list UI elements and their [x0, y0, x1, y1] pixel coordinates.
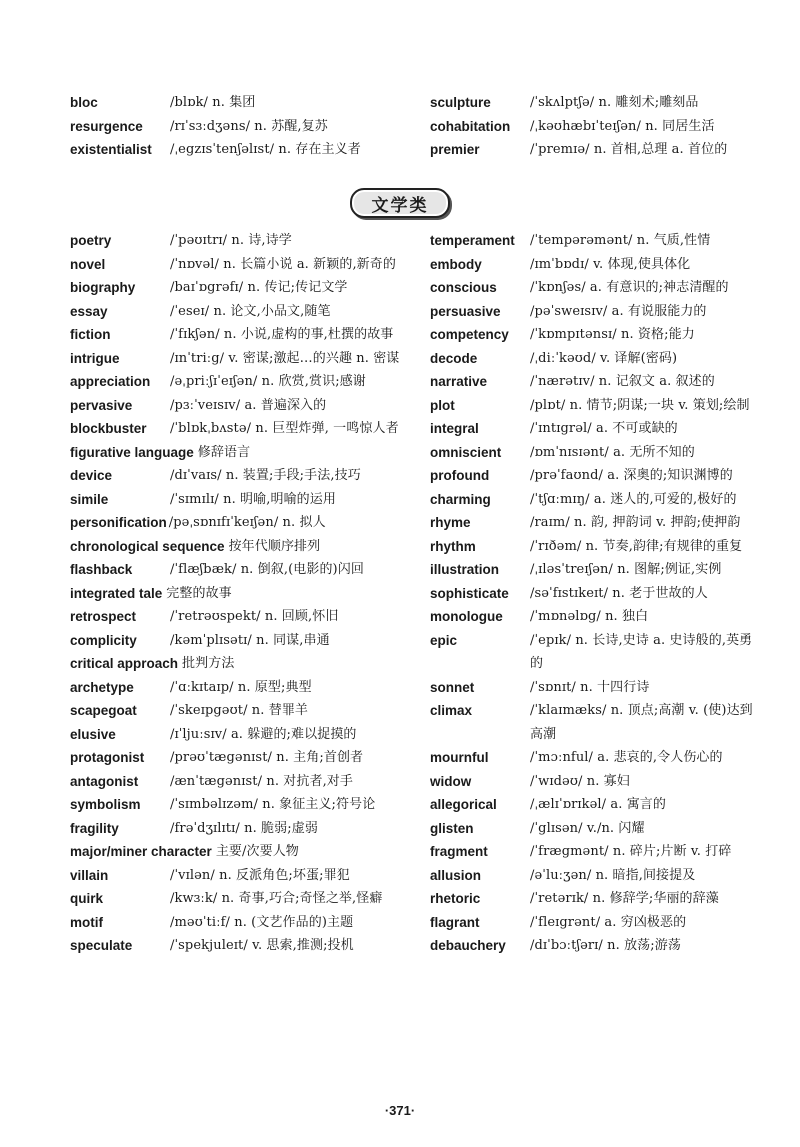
vocab-word: charming: [430, 491, 491, 507]
vocab-entry: [430, 793, 760, 817]
vocab-word: glisten: [430, 820, 474, 836]
vocab-word: novel: [70, 256, 106, 272]
vocab-entry: [430, 91, 760, 115]
vocab-entry: [430, 746, 760, 770]
vocab-entry: [70, 511, 410, 535]
vocab-word: motif: [70, 914, 103, 930]
vocab-definition: /məʊˈtiːf/ n. (文艺作品的)主题: [170, 914, 354, 930]
vocab-definition: /ˈretərɪk/ n. 修辞学;华丽的辞藻: [530, 891, 719, 906]
vocab-definition: /ˈtʃɑːmɪŋ/ a. 迷人的,可爱的,极好的: [530, 491, 737, 507]
vocab-word: integral: [430, 421, 479, 436]
vocab-word: complicity: [70, 632, 137, 648]
vocab-word: rhetoric: [430, 891, 481, 906]
vocab-definition: /əˌpriːʃɪˈeɪʃən/ n. 欣赏,赏识;感谢: [170, 374, 366, 389]
vocab-word: antagonist: [70, 773, 139, 789]
vocab-definition: /pɜːˈveɪsɪv/ a. 普遍深入的: [170, 397, 327, 413]
vocab-word: premier: [430, 142, 480, 157]
vocab-word: critical approach: [70, 656, 179, 671]
vocab-definition: /ˌælɪˈɒrɪkəl/ a. 寓言的: [530, 797, 667, 812]
vocab-word: simile: [70, 491, 109, 507]
vocab-word: embody: [430, 256, 482, 272]
vocab-entry: [430, 840, 760, 864]
vocab-entry: [430, 370, 760, 394]
vocab-word: essay: [70, 303, 108, 319]
vocab-definition: /ˈvɪlən/ n. 反派角色;坏蛋;罪犯: [170, 867, 350, 883]
vocab-entry: [430, 817, 760, 841]
vocab-definition: /ˈklaɪmæks/ n. 顶点;高潮 v. (使)达到高潮: [530, 703, 753, 742]
vocab-word: profound: [430, 468, 490, 483]
vocab-word: protagonist: [70, 750, 145, 765]
vocab-definition: /ˈkɒmpɪtənsɪ/ n. 资格;能力: [530, 327, 695, 342]
vocab-entry: [430, 511, 760, 535]
vocab-definition: /ˈskʌlptʃə/ n. 雕刻术;雕刻品: [530, 95, 699, 110]
vocab-definition: /ˈblɒkˌbʌstə/ n. 巨型炸弹, 一鸣惊人者: [170, 421, 399, 436]
vocab-entry: [70, 676, 410, 700]
vocab-definition: /ˈfleɪgrənt/ a. 穷凶极恶的: [530, 914, 687, 930]
vocab-word: intrigue: [70, 350, 120, 366]
vocab-definition: /prəˈfaʊnd/ a. 深奥的;知识渊博的: [530, 468, 733, 483]
top-left-column: [70, 91, 410, 162]
right-vocab-column: [430, 229, 760, 958]
vocab-word: device: [70, 468, 113, 483]
vocab-word: fiction: [70, 327, 111, 342]
vocab-definition: /ænˈtægənɪst/ n. 对抗者,对手: [170, 773, 354, 789]
vocab-word: fragment: [430, 844, 488, 859]
vocab-definition: /ɪmˈbɒdɪ/ v. 体现,使具体化: [530, 256, 691, 272]
vocab-entry: [70, 138, 410, 162]
vocab-entry: [70, 323, 410, 347]
vocab-entry: [70, 115, 410, 139]
vocab-word: scapegoat: [70, 703, 137, 718]
vocab-entry: [430, 934, 760, 958]
vocab-word: flagrant: [430, 914, 480, 930]
vocab-word: climax: [430, 703, 473, 718]
vocab-entry: [430, 417, 760, 441]
vocab-entry: [70, 840, 410, 864]
vocab-definition: /ˌdiːˈkəʊd/ v. 译解(密码): [530, 350, 678, 366]
vocab-definition: /ˈretrəʊspekt/ n. 回顾,怀旧: [170, 609, 339, 624]
vocab-entry: [70, 229, 410, 253]
vocab-entry: [70, 817, 410, 841]
vocab-definition: /ˈmɒnəlɒg/ n. 独白: [530, 609, 649, 624]
vocab-entry: [70, 605, 410, 629]
vocab-word: cohabitation: [430, 118, 511, 134]
vocab-word: sonnet: [430, 679, 475, 695]
vocab-definition: /ɪnˈtriːg/ v. 密谋;激起…的兴趣 n. 密谋: [170, 350, 400, 366]
vocab-entry: [70, 911, 410, 935]
vocab-definition: /kwɜːk/ n. 奇事,巧合;奇怪之举,怪癖: [170, 891, 383, 906]
vocab-definition: /ˈnærətɪv/ n. 记叙文 a. 叙述的: [530, 374, 715, 389]
vocab-word: decode: [430, 350, 478, 366]
vocab-entry: [70, 535, 410, 559]
vocab-definition: /səˈfɪstɪkeɪt/ n. 老于世故的人: [530, 585, 708, 601]
vocab-entry: [70, 699, 410, 723]
vocab-definition: /ˈskeɪpgəʊt/ n. 替罪羊: [170, 703, 309, 718]
vocab-word: pervasive: [70, 397, 133, 413]
vocab-entry: [430, 558, 760, 582]
vocab-definition: /ˈpəʊɪtrɪ/ n. 诗,诗学: [170, 233, 292, 248]
vocab-word: fragility: [70, 820, 119, 836]
vocab-definition: /ˈfrægmənt/ n. 碎片;片断 v. 打碎: [530, 844, 732, 859]
vocab-entry: [70, 582, 410, 606]
vocab-word: monologue: [430, 609, 503, 624]
vocab-definition: 批判方法: [182, 656, 235, 671]
vocab-definition: /ˈsɪmɪlɪ/ n. 明喻,明喻的运用: [170, 491, 336, 507]
vocab-entry: [430, 582, 760, 606]
top-right-column: [430, 91, 760, 162]
vocab-entry: [430, 535, 760, 559]
vocab-word: omniscient: [430, 444, 502, 460]
vocab-entry: [430, 394, 760, 418]
vocab-definition: /ˈwɪdəʊ/ n. 寡妇: [530, 773, 630, 789]
vocab-definition: /ˈɑːkɪtaɪp/ n. 原型;典型: [170, 679, 312, 695]
vocab-definition: /ˈeseɪ/ n. 论文,小品文,随笔: [170, 303, 331, 319]
vocab-definition: /ˈfɪkʃən/ n. 小说,虚构的事,杜撰的故事: [170, 327, 394, 342]
vocab-definition: 完整的故事: [166, 585, 232, 601]
vocab-definition: 主要/次要人物: [215, 844, 299, 859]
vocab-word: speculate: [70, 938, 133, 953]
vocab-entry: [430, 464, 760, 488]
vocab-definition: /ˈtempərəmənt/ n. 气质,性情: [530, 233, 711, 248]
vocab-word: epic: [430, 632, 458, 648]
vocab-definition: /ˈflæʃbæk/ n. 倒叙,(电影的)闪回: [170, 562, 364, 577]
vocab-entry: [70, 91, 410, 115]
vocab-word: blockbuster: [70, 421, 147, 436]
vocab-entry: [70, 629, 410, 653]
vocab-definition: /ˈnɒvəl/ n. 长篇小说 a. 新颖的,新奇的: [170, 256, 396, 272]
vocab-definition: /pəˈsweɪsɪv/ a. 有说服能力的: [530, 303, 707, 319]
vocab-word: archetype: [70, 679, 134, 695]
vocab-word: plot: [430, 397, 455, 413]
vocab-entry: [430, 676, 760, 700]
vocab-definition: /rɪˈsɜːdʒəns/ n. 苏醒,复苏: [170, 118, 328, 134]
vocab-word: mournful: [430, 750, 489, 765]
vocab-entry: [70, 793, 410, 817]
vocab-entry: [70, 887, 410, 911]
vocab-word: existentialist: [70, 142, 152, 157]
vocab-entry: [430, 488, 760, 512]
vocab-entry: [70, 417, 410, 441]
vocab-definition: /ˈkɒnʃəs/ a. 有意识的;神志清醒的: [530, 280, 729, 295]
vocab-definition: /blɒk/ n. 集团: [170, 95, 256, 110]
page-number: ·371·: [384, 1103, 416, 1118]
vocab-entry: [430, 253, 760, 277]
vocab-word: chronological sequence: [70, 538, 225, 554]
vocab-word: competency: [430, 327, 509, 342]
vocab-definition: /ˈpremɪə/ n. 首相,总理 a. 首位的: [530, 142, 728, 157]
vocab-entry: [430, 770, 760, 794]
vocab-definition: /ˈrɪðəm/ n. 节奏,韵律;有规律的重复: [530, 538, 743, 554]
vocab-entry: [430, 699, 760, 746]
vocab-entry: [70, 723, 410, 747]
vocab-word: flashback: [70, 562, 133, 577]
vocab-definition: /dɪˈvaɪs/ n. 装置;手段;手法,技巧: [170, 468, 361, 483]
vocab-word: biography: [70, 280, 136, 295]
vocab-word: personification: [70, 515, 167, 530]
vocab-word: poetry: [70, 233, 112, 248]
vocab-word: figurative language: [70, 444, 194, 460]
vocab-entry: [70, 770, 410, 794]
vocab-word: sophisticate: [430, 585, 509, 601]
vocab-word: villain: [70, 867, 109, 883]
vocab-entry: [70, 746, 410, 770]
vocab-definition: /ˌegzɪsˈtenʃəlɪst/ n. 存在主义者: [170, 142, 361, 157]
vocab-word: retrospect: [70, 609, 137, 624]
vocab-word: allegorical: [430, 797, 497, 812]
vocab-definition: 修辞语言: [197, 444, 251, 460]
vocab-definition: /plɒt/ n. 情节;阴谋;一块 v. 策划;绘制: [530, 397, 750, 413]
vocab-word: widow: [430, 773, 472, 789]
vocab-word: narrative: [430, 374, 488, 389]
vocab-definition: /baɪˈɒgrəfɪ/ n. 传记;传记文学: [170, 280, 348, 295]
vocab-definition: /ˈsɒnɪt/ n. 十四行诗: [530, 679, 650, 695]
vocab-definition: /ˈepɪk/ n. 长诗,史诗 a. 史诗般的,英勇的: [530, 632, 753, 671]
vocab-word: persuasive: [430, 303, 501, 319]
vocab-entry: [70, 864, 410, 888]
vocab-definition: /pəˌsɒnɪfɪˈkeɪʃən/ n. 拟人: [168, 515, 326, 530]
vocab-word: elusive: [70, 726, 116, 742]
vocab-word: temperament: [430, 233, 515, 248]
vocab-definition: /dɪˈbɔːtʃərɪ/ n. 放荡;游荡: [530, 938, 681, 953]
vocab-entry: [70, 464, 410, 488]
left-vocab-column: [70, 229, 410, 958]
vocab-word: symbolism: [70, 797, 141, 812]
vocab-word: sculpture: [430, 95, 491, 110]
vocab-entry: [70, 934, 410, 958]
vocab-word: rhyme: [430, 515, 471, 530]
vocab-word: allusion: [430, 867, 482, 883]
vocab-word: appreciation: [70, 374, 151, 389]
vocab-entry: [430, 115, 760, 139]
vocab-entry: [70, 394, 410, 418]
vocab-word: debauchery: [430, 938, 506, 953]
vocab-word: integrated tale: [70, 585, 163, 601]
vocab-definition: /ˈsɪmbəlɪzəm/ n. 象征主义;符号论: [170, 797, 376, 812]
vocab-word: illustration: [430, 562, 500, 577]
vocab-entry: [430, 887, 760, 911]
vocab-definition: /raɪm/ n. 韵, 押韵词 v. 押韵;使押韵: [530, 515, 741, 530]
vocab-entry: [430, 629, 760, 676]
vocab-word: rhythm: [430, 538, 476, 554]
vocab-entry: [430, 347, 760, 371]
vocab-definition: 按年代顺序排列: [228, 538, 321, 554]
vocab-entry: [430, 276, 760, 300]
vocab-word: conscious: [430, 280, 497, 295]
section-title: 文学类: [350, 188, 450, 218]
vocab-entry: [430, 441, 760, 465]
vocab-entry: [430, 911, 760, 935]
vocab-entry: [70, 558, 410, 582]
vocab-word: major/miner character: [70, 844, 212, 859]
vocab-entry: [70, 488, 410, 512]
vocab-entry: [430, 300, 760, 324]
vocab-entry: [70, 253, 410, 277]
vocab-definition: /ˌkəʊhæbɪˈteɪʃən/ n. 同居生活: [530, 118, 715, 134]
vocab-entry: [70, 276, 410, 300]
vocab-definition: /əˈluːʒən/ n. 暗指,间接提及: [530, 867, 696, 883]
vocab-definition: /ɒmˈnɪsɪənt/ a. 无所不知的: [530, 444, 695, 460]
vocab-word: resurgence: [70, 118, 143, 134]
vocab-definition: /kəmˈplɪsətɪ/ n. 同谋,串通: [170, 632, 330, 648]
vocab-definition: /ˈɪntɪgrəl/ a. 不可或缺的: [530, 421, 678, 436]
vocab-word: bloc: [70, 95, 98, 110]
vocab-definition: /ɪˈljuːsɪv/ a. 躲避的;难以捉摸的: [170, 726, 357, 742]
vocab-entry: [70, 652, 410, 676]
vocab-entry: [430, 605, 760, 629]
vocab-entry: [70, 370, 410, 394]
vocab-definition: /ˈmɔːnful/ a. 悲哀的,令人伤心的: [530, 750, 723, 765]
vocab-entry: [70, 300, 410, 324]
vocab-definition: /ˈglɪsən/ v./n. 闪耀: [530, 820, 645, 836]
vocab-definition: /ˈspekjuleɪt/ v. 思索,推测;投机: [170, 938, 354, 953]
vocab-entry: [430, 229, 760, 253]
vocab-entry: [430, 323, 760, 347]
vocab-definition: /frəˈdʒɪlɪtɪ/ n. 脆弱;虚弱: [170, 820, 318, 836]
vocab-entry: [430, 138, 760, 162]
vocab-entry: [70, 441, 410, 465]
vocab-entry: [70, 347, 410, 371]
section-heading-wrap: [0, 188, 800, 218]
vocab-word: quirk: [70, 891, 104, 906]
vocab-definition: /prəʊˈtægənɪst/ n. 主角;首创者: [170, 750, 364, 765]
vocab-entry: [430, 864, 760, 888]
vocab-definition: /ˌɪləsˈtreɪʃən/ n. 图解;例证,实例: [530, 562, 722, 577]
